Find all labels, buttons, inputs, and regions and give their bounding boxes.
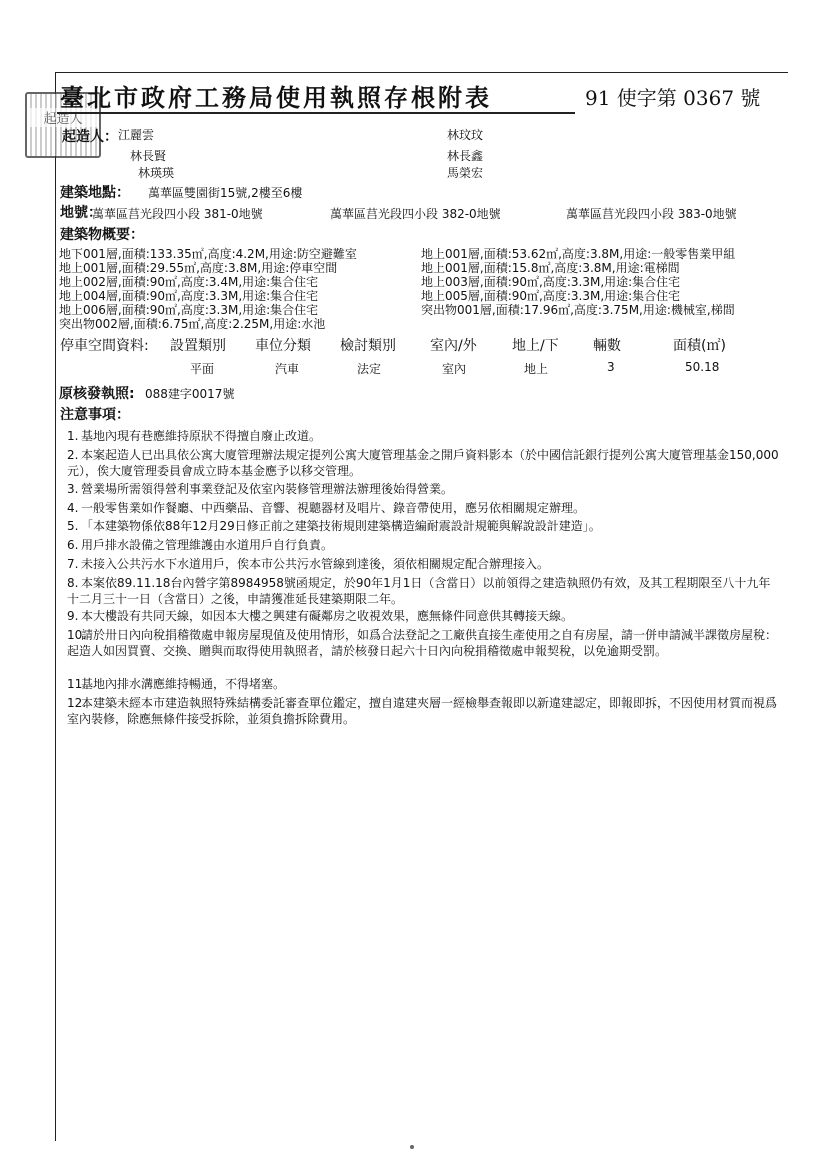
overview-item: 地上001層,面積:29.55㎡,高度:3.8M,用途:停車空間 — [59, 261, 338, 275]
overview-item: 地上006層,面積:90㎡,高度:3.3M,用途:集合住宅 — [59, 303, 319, 317]
note-number: 11. — [67, 677, 87, 691]
note-text: 本大樓設有共同天線，如因本大樓之興建有礙鄰房之收視效果，應無條件同意供其轉接天線。 — [81, 609, 574, 623]
applicant-name: 林長賢 — [130, 149, 167, 163]
overview-item: 地上005層,面積:90㎡,高度:3.3M,用途:集合住宅 — [421, 289, 681, 303]
site-address: 萬華區雙園街15號,2樓至6樓 — [148, 186, 303, 200]
overview-item: 突出物002層,面積:6.75㎡,高度:2.25M,用途:水池 — [59, 317, 326, 331]
note-number: 3. — [67, 482, 79, 496]
note-number: 7. — [67, 557, 79, 571]
overview-item: 地下001層,面積:133.35㎡,高度:4.2M,用途:防空避難室 — [59, 247, 357, 261]
permit-number: 91 使字第 0367 號 — [585, 86, 761, 110]
parking-cell: 50.18 — [685, 360, 720, 374]
note-item — [67, 537, 780, 553]
note-number: 6. — [67, 538, 79, 552]
parking-cell: 地上 — [524, 362, 549, 376]
note-item — [67, 428, 780, 444]
note-text: 營業場所需領得營利事業登記及依室內裝修管理辦法辦理後始得營業。 — [81, 482, 454, 496]
note-item — [67, 627, 780, 659]
lot-number: 萬華區莒光段四小段 383-0地號 — [566, 207, 737, 221]
parking-header: 車位分類 — [255, 338, 311, 354]
note-text: 未接入公共污水下水道用戶，俟本市公共污水管線到達後，須依相關規定配合辦理接入。 — [81, 557, 550, 571]
note-number: 10. — [67, 628, 87, 642]
parking-cell: 3 — [607, 360, 615, 374]
parking-header: 面積(㎡) — [673, 338, 726, 354]
note-text: 一般零售業如作餐廳、中西藥品、音響、視聽器材及唱片、錄音帶使用，應另依相關規定辦理。 — [81, 501, 586, 515]
applicant-name: 馬榮宏 — [447, 166, 484, 180]
applicant-name: 江麗雲 — [118, 128, 155, 142]
original-permit-label: 原核發執照: — [59, 386, 135, 402]
parking-cell: 室內 — [442, 362, 467, 376]
overview-item: 地上002層,面積:90㎡,高度:3.4M,用途:集合住宅 — [59, 275, 319, 289]
note-text: 本案依89.11.18台內營字第8984958號函規定，於90年1月1日（含當日）以前領得之建造執照仍有效，及其工程期限至八十九年十二月三十一日（含當日）之後，申請獲准延長建築期限二年。 — [67, 576, 771, 606]
note-number: 5. — [67, 519, 79, 533]
note-number: 2. — [67, 448, 79, 462]
note-item — [67, 447, 780, 479]
overview-item: 地上003層,面積:90㎡,高度:3.3M,用途:集合住宅 — [421, 275, 681, 289]
note-text: 「本建築物係依88年12月29日修正前之建築技術規則建築構造編耐震設計規範與解說設計建造」。 — [81, 519, 601, 533]
applicant-name: 林瑛瑛 — [138, 166, 175, 180]
applicant-name: 林長鑫 — [447, 149, 484, 163]
parking-header: 室內/外 — [430, 338, 477, 354]
note-text: 基地內現有巷應維持原狀不得擅自廢止改道。 — [81, 429, 322, 443]
site-address-label: 建築地點： — [60, 185, 130, 201]
overview-heading: 建築物概要： — [60, 227, 144, 243]
note-item — [67, 676, 780, 692]
note-text: 請於卅日內向稅捐稽徵處申報房屋現值及使用情形，如爲合法登記之工廠供直接生產使用之自有房屋，請一併申請減半課徵房屋稅：起造人如因買賣、交換、贈與而取得使用執照者，請於核發日起六十日內向稅捐稽徵處申報契稅，以免逾期受罰。 — [67, 628, 778, 658]
note-text: 用戶排水設備之管理維護由水道用戶自行負責。 — [81, 538, 334, 552]
page-title: 臺北市政府工務局使用執照存根附表 — [60, 83, 492, 112]
note-item — [67, 518, 780, 534]
parking-header: 地上/下 — [512, 338, 559, 354]
note-number: 4. — [67, 501, 79, 515]
original-permit-value: 088建字0017號 — [145, 387, 235, 401]
parking-cell: 法定 — [357, 362, 382, 376]
parking-header: 輛數 — [593, 338, 621, 354]
overview-item: 地上001層,面積:15.8㎡,高度:3.8M,用途:電梯間 — [421, 261, 680, 275]
parking-cell: 平面 — [190, 362, 215, 376]
parking-header: 設置類別 — [170, 338, 226, 354]
parking-label: 停車空間資料: — [60, 338, 149, 354]
parking-cell: 汽車 — [275, 362, 300, 376]
overview-item: 地上001層,面積:53.62㎡,高度:3.8M,用途:一般零售業甲組 — [421, 247, 736, 261]
parking-header: 檢討類別 — [340, 338, 396, 354]
lot-number: 萬華區莒光段四小段 381-0地號 — [92, 207, 263, 221]
lot-label: 地號： — [60, 205, 102, 221]
title-underline — [57, 112, 575, 114]
applicant-name: 林玟玟 — [447, 128, 484, 142]
stamp-text: 起造人 — [27, 108, 99, 127]
applicants-label: 起造人： — [62, 129, 118, 145]
note-item — [67, 500, 780, 516]
overview-item: 地上004層,面積:90㎡,高度:3.3M,用途:集合住宅 — [59, 289, 319, 303]
note-text: 基地內排水溝應維持暢通，不得堵塞。 — [81, 677, 286, 691]
lot-number: 萬華區莒光段四小段 382-0地號 — [330, 207, 501, 221]
note-item — [67, 575, 780, 607]
notes-heading: 注意事項： — [60, 407, 130, 423]
note-text: 本建築未經本市建造執照特殊結構委託審查單位鑑定，擅自違建夾層一經檢舉查報即以新違建認定，即報即拆，不因使用材質而視爲室內裝修，除應無條件接受拆除，並須負擔拆除費用。 — [67, 696, 778, 726]
note-item — [67, 556, 780, 572]
page-mark — [410, 1145, 414, 1149]
note-item — [67, 695, 780, 727]
overview-item: 突出物001層,面積:17.96㎡,高度:3.75M,用途:機械室,梯間 — [421, 303, 735, 317]
note-number: 1. — [67, 429, 79, 443]
note-item — [67, 481, 780, 497]
note-text: 本案起造人已出具依公寓大廈管理辦法規定提列公寓大廈管理基金之開戶資料影本（於中國信託銀行提列公寓大廈管理基金150,000元），俟大廈管理委員會成立時本基金應予以移交管理。 — [67, 448, 779, 478]
note-number: 12. — [67, 696, 87, 710]
note-number: 9. — [67, 609, 79, 623]
note-item — [67, 608, 780, 624]
note-number: 8. — [67, 576, 79, 590]
